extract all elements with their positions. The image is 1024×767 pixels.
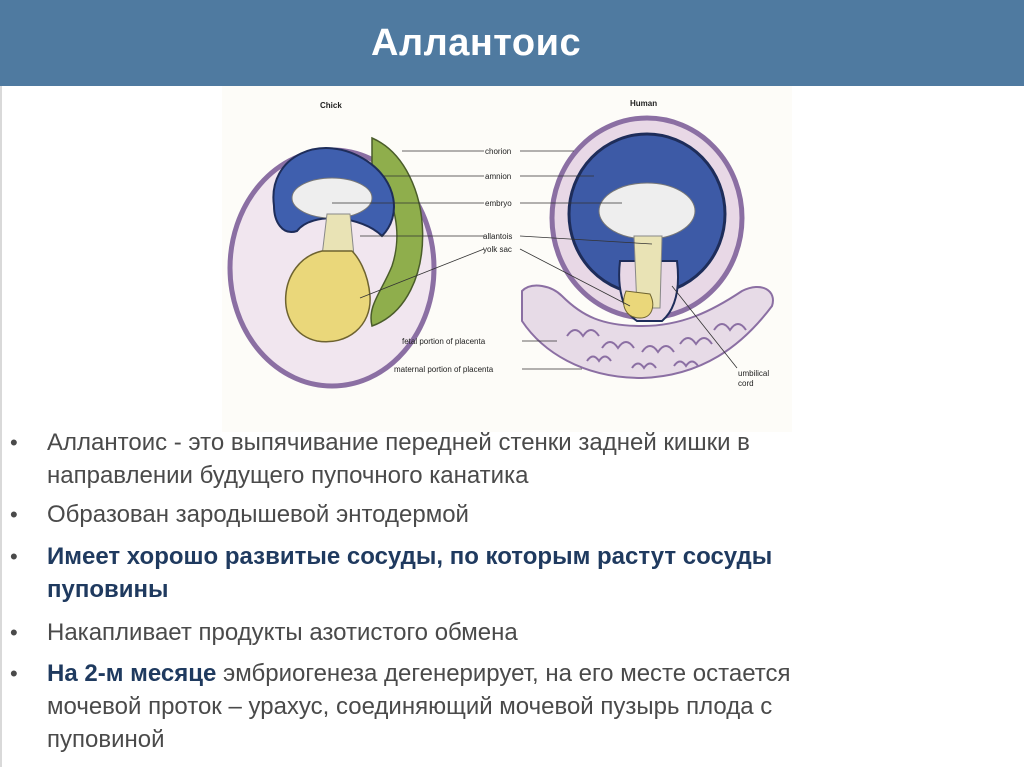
bullet-5-strong: На 2-м месяце — [47, 660, 217, 687]
label-cord: cord — [738, 379, 754, 388]
label-umbilical: umbilical — [738, 369, 770, 378]
label-human: Human — [630, 99, 658, 108]
bullet-marker: • — [10, 430, 18, 455]
human-diagram — [522, 118, 773, 378]
label-fetal-placenta: fetal portion of placenta — [402, 337, 486, 346]
allantois-diagram — [222, 86, 792, 432]
bullet-marker: • — [10, 502, 18, 527]
label-allantois: allantois — [483, 232, 513, 241]
diagram-svg — [222, 86, 792, 432]
bullet-text — [47, 616, 947, 649]
slide-left-edge — [0, 86, 2, 767]
bullet-text — [47, 498, 947, 531]
human-yolk-sac — [624, 291, 653, 318]
label-yolk-sac: yolk sac — [483, 245, 512, 254]
bullet-text-bold — [47, 540, 947, 606]
label-amnion: amnion — [485, 172, 512, 181]
bullet-2-line-1: Образован зародышевой энтодермой — [47, 501, 469, 528]
label-chorion: chorion — [485, 147, 512, 156]
slide-title: Аллантоис — [371, 22, 582, 64]
bullet-5-line-2: мочевой проток – урахус, соединяющий мочевой пузырь плода с — [47, 693, 773, 720]
bullet-3-line-1: Имеет хорошо развитые сосуды, по которым растут сосуды — [47, 543, 773, 570]
bullet-5-line-3: пуповиной — [47, 726, 165, 753]
bullet-5-line-1: эмбриогенеза дегенерирует, на его месте остается — [216, 660, 791, 687]
bullet-text — [47, 657, 947, 756]
bullet-marker: • — [10, 544, 18, 569]
bullet-4-line-1: Накапливает продукты азотистого обмена — [47, 619, 518, 646]
chick-stalk — [322, 214, 354, 256]
bullet-marker: • — [10, 661, 18, 686]
bullet-1-line-1: Аллантоис - это выпячивание передней стенки задней кишки в — [47, 429, 750, 456]
chick-yolk-sac — [286, 251, 370, 342]
bullet-3-line-2: пуповины — [47, 576, 169, 603]
label-embryo: embryo — [485, 199, 512, 208]
chick-embryo — [292, 178, 372, 218]
title-bar — [0, 0, 1024, 86]
label-chick: Chick — [320, 101, 342, 110]
bullet-marker: • — [10, 620, 18, 645]
human-embryo — [599, 183, 695, 239]
chick-diagram — [230, 138, 434, 386]
bullet-1-line-2: направлении будущего пупочного канатика — [47, 462, 529, 489]
label-maternal-placenta: maternal portion of placenta — [394, 365, 494, 374]
bullet-text — [47, 426, 947, 492]
